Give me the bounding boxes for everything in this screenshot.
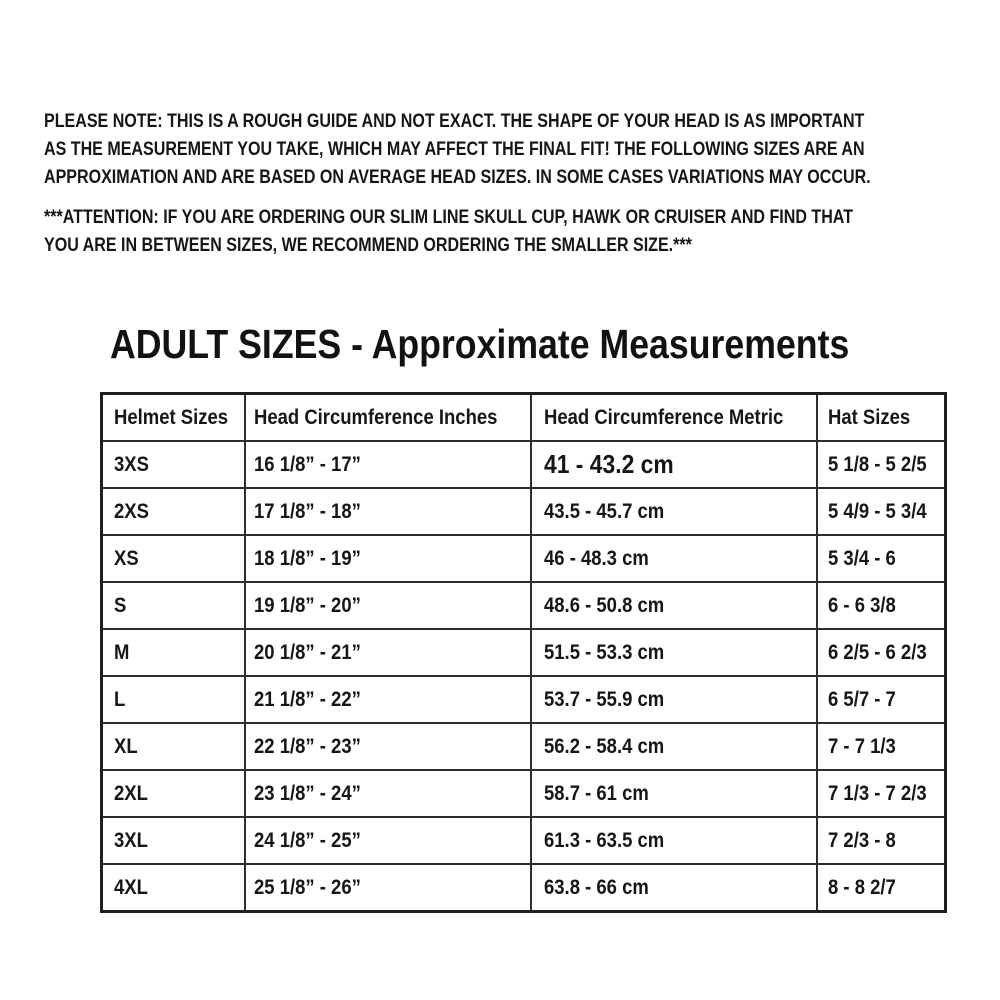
cell-text: 21 1/8” - 22” xyxy=(253,687,361,711)
table-row-4xl xyxy=(102,864,946,912)
note-line: APPROXIMATION AND ARE BASED ON AVERAGE HEAD SIZES. IN SOME CASES VARIATIONS MAY OCCUR. xyxy=(44,167,871,188)
table-header xyxy=(102,394,946,442)
cell-text: 4XL xyxy=(114,875,148,899)
cell-inches xyxy=(245,676,532,723)
cell-inches xyxy=(245,488,532,535)
table-body xyxy=(102,441,946,912)
column-header-helmet-sizes xyxy=(102,394,245,442)
column-header-hat-sizes xyxy=(817,394,945,442)
cell-text: 51.5 - 53.3 cm xyxy=(544,640,665,664)
cell-metric xyxy=(531,535,817,582)
table-row-xl xyxy=(102,723,946,770)
cell-helmet-size xyxy=(102,488,245,535)
cell-helmet-size xyxy=(102,441,245,488)
cell-text: 5 1/8 - 5 2/5 xyxy=(828,452,927,476)
cell-helmet-size xyxy=(102,629,245,676)
cell-text: 46 - 48.3 cm xyxy=(544,546,649,570)
cell-text: S xyxy=(114,593,127,617)
cell-text: 19 1/8” - 20” xyxy=(253,593,361,617)
column-header-label: Hat Sizes xyxy=(828,405,911,429)
table-row-2xl xyxy=(102,770,946,817)
cell-helmet-size xyxy=(102,770,245,817)
cell-text: 18 1/8” - 19” xyxy=(253,546,361,570)
cell-metric xyxy=(531,582,817,629)
cell-metric xyxy=(531,629,817,676)
cell-text: 2XS xyxy=(114,499,149,523)
cell-text: 3XS xyxy=(114,452,149,476)
attention-line: ***ATTENTION: IF YOU ARE ORDERING OUR SLIM LINE SKULL CUP, HAWK OR CRUISER AND FIND THAT xyxy=(44,207,854,228)
cell-text: 5 4/9 - 5 3/4 xyxy=(828,499,927,523)
table-row-l xyxy=(102,676,946,723)
cell-hat-size xyxy=(817,582,945,629)
adult-sizes-table xyxy=(100,392,947,913)
cell-metric xyxy=(531,488,817,535)
cell-hat-size xyxy=(817,488,945,535)
cell-text: 23 1/8” - 24” xyxy=(253,781,361,805)
cell-inches xyxy=(245,535,532,582)
cell-inches xyxy=(245,629,532,676)
cell-text: 3XL xyxy=(114,828,148,852)
cell-text: M xyxy=(114,640,130,664)
cell-text: 2XL xyxy=(114,781,148,805)
cell-text: 53.7 - 55.9 cm xyxy=(544,687,665,711)
cell-inches xyxy=(245,864,532,912)
cell-metric xyxy=(531,770,817,817)
cell-text: 48.6 - 50.8 cm xyxy=(544,593,665,617)
cell-text: 17 1/8” - 18” xyxy=(253,499,361,523)
cell-text: 63.8 - 66 cm xyxy=(544,875,649,899)
cell-text: 6 5/7 - 7 xyxy=(828,687,896,711)
cell-text: L xyxy=(114,687,126,711)
cell-text: 41 - 43.2 cm xyxy=(544,449,674,479)
cell-text: 22 1/8” - 23” xyxy=(253,734,361,758)
cell-text: 58.7 - 61 cm xyxy=(544,781,649,805)
cell-text: 43.5 - 45.7 cm xyxy=(544,499,665,523)
table-row-m xyxy=(102,629,946,676)
note-line: PLEASE NOTE: THIS IS A ROUGH GUIDE AND NOT EXACT. THE SHAPE OF YOUR HEAD IS AS IMPORTANT xyxy=(44,111,865,132)
cell-text: 8 - 8 2/7 xyxy=(828,875,896,899)
cell-inches xyxy=(245,582,532,629)
table-row-s xyxy=(102,582,946,629)
table-row-3xs xyxy=(102,441,946,488)
cell-hat-size xyxy=(817,864,945,912)
cell-metric xyxy=(531,723,817,770)
cell-text: 7 - 7 1/3 xyxy=(828,734,896,758)
header-row xyxy=(102,394,946,442)
cell-text: 16 1/8” - 17” xyxy=(253,452,361,476)
cell-text: XL xyxy=(114,734,138,758)
cell-text: 7 2/3 - 8 xyxy=(828,828,896,852)
cell-text: 25 1/8” - 26” xyxy=(253,875,361,899)
table-row-2xs xyxy=(102,488,946,535)
cell-metric xyxy=(531,441,817,488)
cell-helmet-size xyxy=(102,535,245,582)
cell-hat-size xyxy=(817,817,945,864)
cell-inches xyxy=(245,723,532,770)
cell-inches xyxy=(245,817,532,864)
cell-metric xyxy=(531,676,817,723)
cell-hat-size xyxy=(817,629,945,676)
cell-text: 61.3 - 63.5 cm xyxy=(544,828,665,852)
cell-helmet-size xyxy=(102,676,245,723)
cell-inches xyxy=(245,441,532,488)
cell-hat-size xyxy=(817,535,945,582)
cell-metric xyxy=(531,864,817,912)
cell-helmet-size xyxy=(102,723,245,770)
column-header-label: Head Circumference Inches xyxy=(253,405,497,429)
table-row-3xl xyxy=(102,817,946,864)
cell-helmet-size xyxy=(102,582,245,629)
cell-inches xyxy=(245,770,532,817)
cell-text: 5 3/4 - 6 xyxy=(828,546,896,570)
attention-line: YOU ARE IN BETWEEN SIZES, WE RECOMMEND ORDERING THE SMALLER SIZE.*** xyxy=(44,235,692,256)
note-paragraph xyxy=(44,108,1000,192)
cell-text: 6 - 6 3/8 xyxy=(828,593,896,617)
cell-text: 7 1/3 - 7 2/3 xyxy=(828,781,927,805)
cell-hat-size xyxy=(817,723,945,770)
column-header-label: Helmet Sizes xyxy=(114,405,229,429)
note-line: AS THE MEASUREMENT YOU TAKE, WHICH MAY AFFECT THE FINAL FIT! THE FOLLOWING SIZES ARE AN xyxy=(44,139,865,160)
cell-metric xyxy=(531,817,817,864)
column-header-label: Head Circumference Metric xyxy=(544,405,784,429)
cell-hat-size xyxy=(817,676,945,723)
cell-text: 6 2/5 - 6 2/3 xyxy=(828,640,927,664)
attention-paragraph xyxy=(44,204,1000,260)
cell-hat-size xyxy=(817,770,945,817)
cell-helmet-size xyxy=(102,864,245,912)
cell-text: 24 1/8” - 25” xyxy=(253,828,361,852)
cell-text: 56.2 - 58.4 cm xyxy=(544,734,665,758)
table-row-xs xyxy=(102,535,946,582)
cell-helmet-size xyxy=(102,817,245,864)
cell-text: XS xyxy=(114,546,139,570)
column-header-head-circumference-inches xyxy=(245,394,532,442)
page-title: ADULT SIZES - Approximate Measurements xyxy=(110,321,850,367)
cell-hat-size xyxy=(817,441,945,488)
cell-text: 20 1/8” - 21” xyxy=(253,640,361,664)
column-header-head-circumference-metric xyxy=(531,394,817,442)
